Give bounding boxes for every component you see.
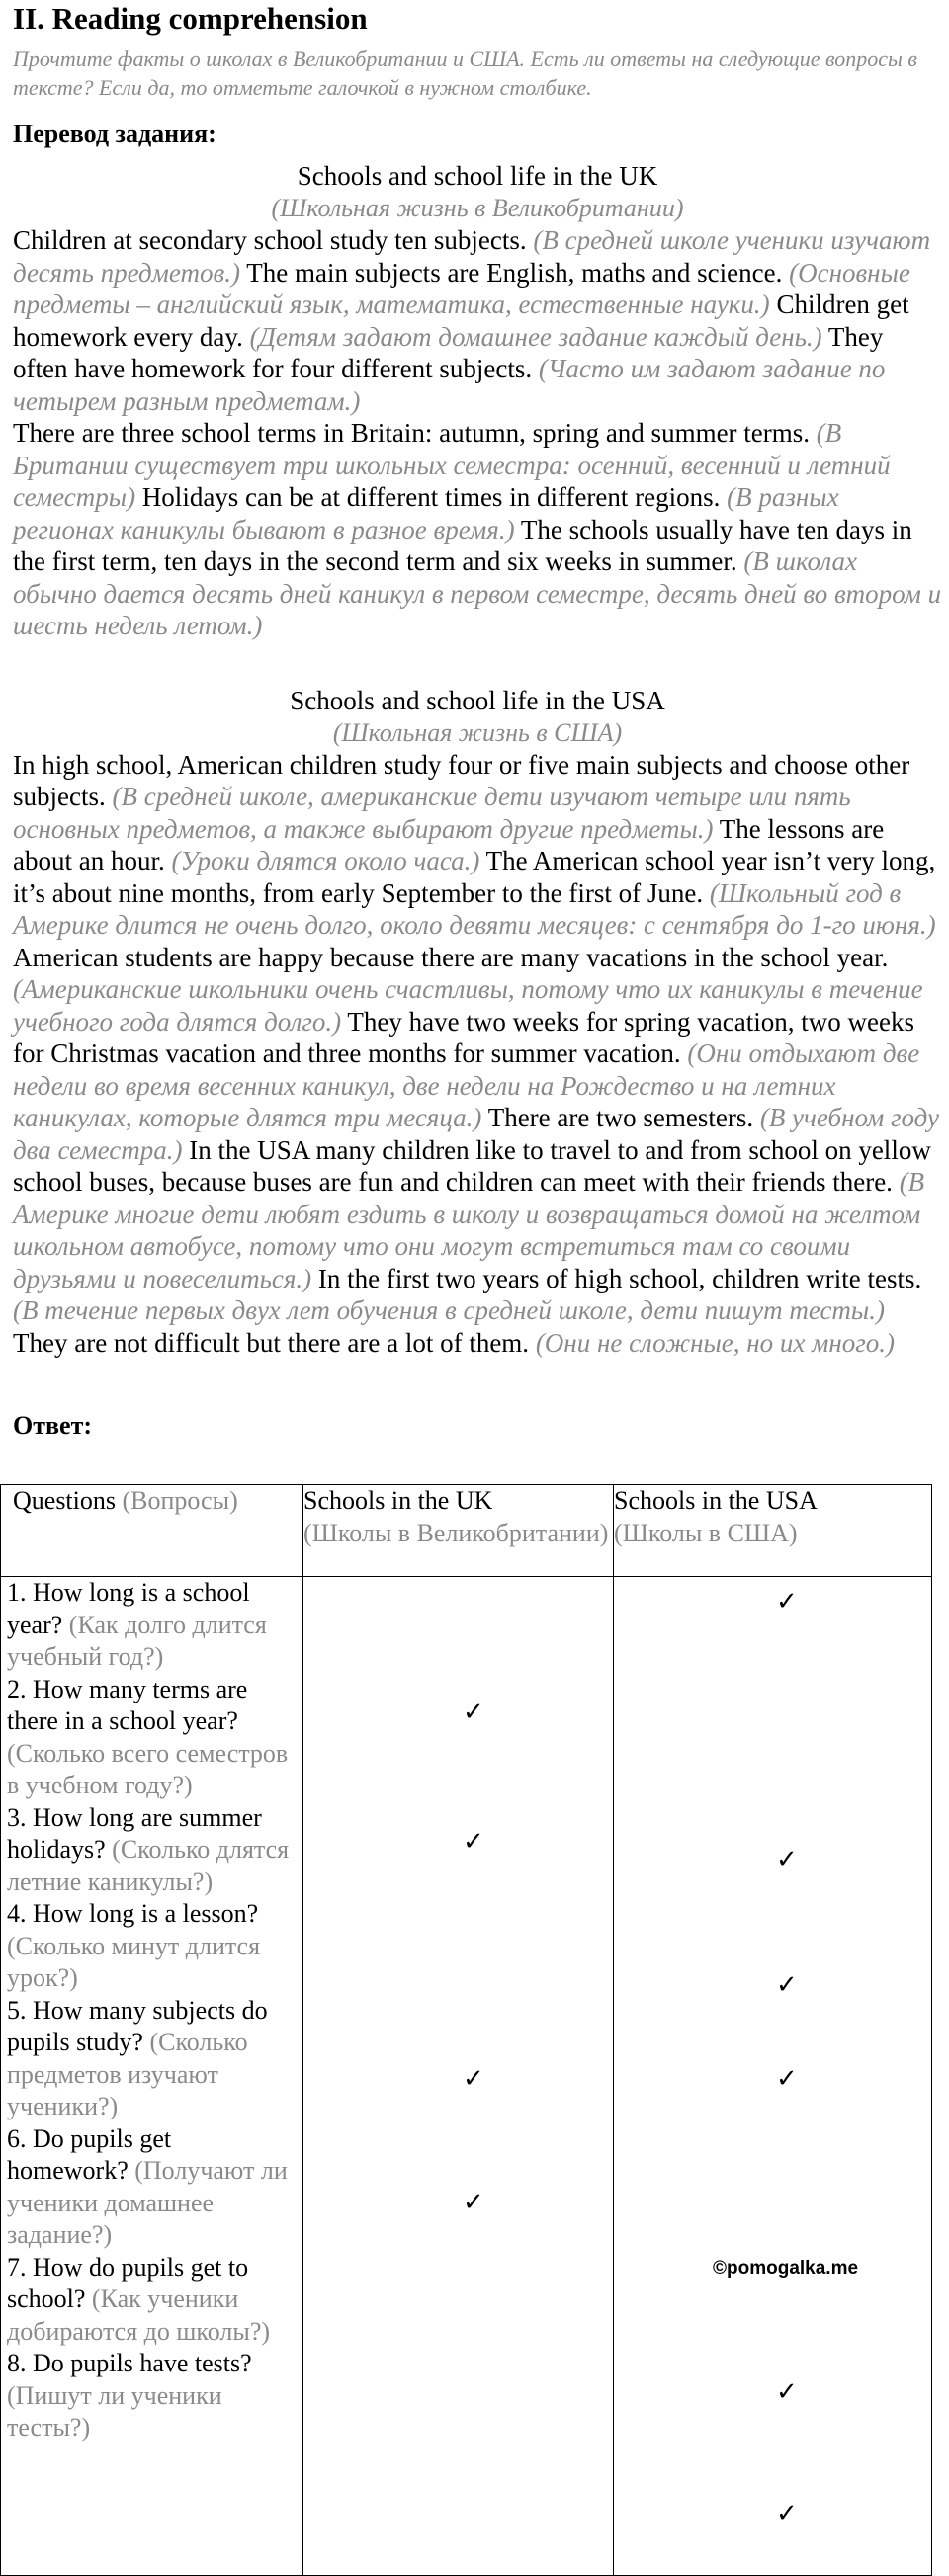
answer-label: Ответ: <box>13 1411 93 1440</box>
translation-sentence: (Школьный год в Америке длится не очень долго, около девяти месяцев: с сентября до 1-го июня.) <box>13 877 936 940</box>
question-item: 6. Do pupils get homework? (Получают ли ученики домашнее задание?) <box>7 2123 288 2249</box>
usa-check-mark-q8: ✓ <box>776 2499 798 2528</box>
usa-text-title: Schools and school life in the USA <box>290 685 665 715</box>
section-heading: II. Reading comprehension <box>13 1 368 36</box>
answer-table <box>0 1484 932 2576</box>
english-sentence: Holidays can be at different times in different regions. <box>135 482 728 512</box>
usa-column-header: Schools in the USA (Школы в США) <box>614 1485 932 1577</box>
translation-sentence: (В учебном году два семестра.) <box>13 1103 939 1165</box>
watermark: ©pomogalka.me <box>713 2258 859 2279</box>
translation-sentence: (Американские школьники очень счастливы, потому что их каникулы в течение учебного года длятся долго.) <box>13 974 923 1037</box>
usa-check-mark-q7: ✓ <box>776 2377 798 2406</box>
translation-sentence: (Часто им задают задание по четырем разным предметам.) <box>13 354 886 416</box>
usa-check-mark-q4: ✓ <box>776 1970 798 1999</box>
question-item: 4. How long is a lesson? (Сколько минут длится урок?) <box>7 1899 261 1992</box>
task-instruction: Прочтите факты о школах в Великобритании и США. Есть ли ответы на следующие вопросы в тексте? Если да, то отметьте галочкой в нужном столбике. <box>13 46 917 100</box>
usa-check-mark-q3: ✓ <box>776 1845 798 1873</box>
translation-sentence: (В Британии существует три школьных семестра: осенний, весенний и летний семестры) <box>13 418 891 512</box>
uk-answers-column <box>303 1577 614 2576</box>
uk-column-header: Schools in the UK (Школы в Великобритании) <box>303 1485 614 1577</box>
translation-sentence: (В школах обычно дается десять дней каникул в первом семестре, десять дней во втором и шесть недель летом.) <box>13 546 942 640</box>
uk-text-title: Schools and school life in the UK <box>297 161 658 191</box>
english-sentence: The main subjects are English, maths and science. <box>239 257 790 288</box>
usa-text-subtitle: (Школьная жизнь в США) <box>332 717 623 747</box>
questions-column-header: Questions (Вопросы) <box>1 1485 303 1577</box>
english-sentence: There are two semesters. <box>481 1103 760 1132</box>
questions-list <box>1 1577 303 2576</box>
question-item: 2. How many terms are there in a school year? (Сколько всего семестров в учебном году?) <box>7 1674 289 1799</box>
english-sentence: There are three school terms in Britain: autumn, spring and summer terms. <box>13 418 817 448</box>
english-sentence: The schools usually have ten days in the first term, ten days in the second term and six weeks in summer. <box>13 514 912 576</box>
english-sentence: In the first two years of high school, children write tests. <box>311 1263 922 1293</box>
english-sentence: In high school, American children study four or five main subjects and choose other subjects. <box>13 749 910 811</box>
translation-sentence: (Основные предметы – английский язык, математика, естественные науки.) <box>13 257 910 319</box>
question-item: 8. Do pupils have tests? (Пишут ли ученики тесты?) <box>7 2349 252 2442</box>
translation-sentence: (В средней школе ученики изучают десять предметов.) <box>13 225 931 288</box>
translation-label: Перевод задания: <box>13 120 216 148</box>
translation-sentence: (Детям задают домашнее задание каждый день.) <box>249 321 822 352</box>
translation-sentence: (Они не сложные, но их много.) <box>535 1327 896 1358</box>
question-item: 3. How long are summer holidays? (Сколько длятся летние каникулы?) <box>7 1802 290 1896</box>
translation-sentence: (Они отдыхают две недели во время весенних каникул, две недели на Рождество и на летних каникулах, которые длятся три месяца.) <box>13 1039 920 1132</box>
english-sentence: Children at secondary school study ten subjects. <box>13 225 534 255</box>
translation-sentence: (Уроки длятся около часа.) <box>171 846 480 875</box>
question-item: 1. How long is a school year? (Как долго длится учебный год?) <box>7 1578 267 1671</box>
uk-check-mark-q5: ✓ <box>463 2064 484 2093</box>
uk-check-mark-q2: ✓ <box>463 1698 484 1726</box>
english-sentence: In the USA many children like to travel to and from school on yellow school buses, because buses are fun and children can meet with their friends there. <box>13 1134 931 1197</box>
english-sentence: The lessons are about an hour. <box>13 813 885 875</box>
english-sentence: Children get homework every day. <box>13 290 909 352</box>
question-item: 7. How do pupils get to school? (Как ученики добираются до школы?) <box>7 2252 271 2346</box>
uk-check-mark-q3: ✓ <box>463 1827 484 1856</box>
usa-check-mark-q1: ✓ <box>776 1587 798 1616</box>
question-item: 5. How many subjects do pupils study? (Сколько предметов изучают ученики?) <box>7 1995 268 2120</box>
uk-check-mark-q6: ✓ <box>463 2188 484 2216</box>
table-header-row <box>1 1485 932 1577</box>
translation-sentence: (В течение первых двух лет обучения в средней школе, дети пишут тесты.) <box>13 1295 885 1325</box>
usa-answers-column <box>614 1577 932 2576</box>
translation-sentence: (В средней школе, американские дети изучают четыре или пять основных предметов, а также выбирают другие предметы.) <box>13 782 851 844</box>
english-sentence: American students are happy because there are many vacations in the school year. <box>13 942 889 972</box>
translation-sentence: (В Америке многие дети любят ездить в школу и возвращаться домой на желтом школьном автобусе, потому что они могут встретиться там со своими друзьями и повеселиться.) <box>13 1167 925 1293</box>
uk-text-subtitle: (Школьная жизнь в Великобритании) <box>271 194 684 222</box>
translation-sentence: (В разных регионах каникулы бывают в разное время.) <box>13 482 839 544</box>
document-page <box>13 0 942 1442</box>
usa-text-body <box>13 749 942 1360</box>
usa-check-mark-q5: ✓ <box>776 2064 798 2093</box>
english-sentence: They have two weeks for spring vacation, two weeks for Christmas vacation and three months for summer vacation. <box>13 1006 914 1068</box>
english-sentence: They often have homework for four different subjects. <box>13 321 884 383</box>
english-sentence: The American school year isn’t very long, it’s about nine months, from early September to the first of June. <box>13 846 936 908</box>
english-sentence: They are not difficult but there are a lot of them. <box>13 1327 536 1358</box>
uk-text-body <box>13 224 942 642</box>
